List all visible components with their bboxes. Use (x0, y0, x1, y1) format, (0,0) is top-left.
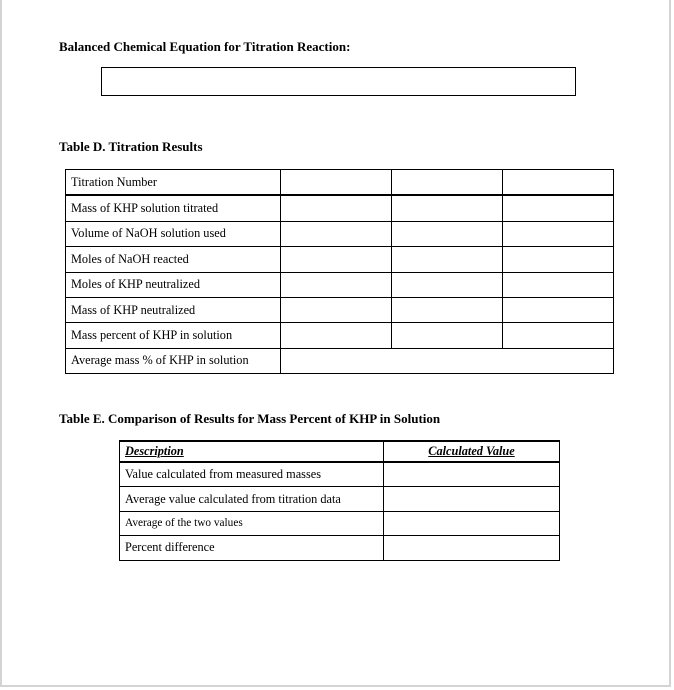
titration-number-label: Titration Number (66, 170, 281, 196)
value-cell[interactable] (503, 323, 614, 348)
table-row (66, 323, 614, 348)
value-cell[interactable] (281, 323, 392, 348)
table-header-row (120, 441, 560, 462)
value-cell[interactable] (392, 323, 503, 348)
table-header-row (66, 170, 614, 196)
titration-number-cell[interactable] (392, 170, 503, 196)
table-row (120, 487, 560, 511)
row-label: Mass of KHP solution titrated (66, 195, 281, 221)
row-label: Volume of NaOH solution used (66, 221, 281, 246)
titration-number-cell[interactable] (503, 170, 614, 196)
value-cell[interactable] (281, 247, 392, 272)
table-row (66, 221, 614, 246)
row-label: Percent difference (120, 536, 384, 560)
value-cell[interactable] (503, 297, 614, 322)
equation-heading: Balanced Chemical Equation for Titration Reaction: (59, 39, 351, 54)
table-row (120, 511, 560, 535)
average-row (66, 348, 614, 373)
value-cell[interactable] (392, 221, 503, 246)
value-cell[interactable] (503, 221, 614, 246)
row-label: Moles of KHP neutralized (66, 272, 281, 297)
table-row (66, 247, 614, 272)
value-cell[interactable] (384, 487, 560, 511)
value-cell[interactable] (503, 247, 614, 272)
row-label: Mass of KHP neutralized (66, 297, 281, 322)
table-e-title: Table E. Comparison of Results for Mass Percent of KHP in Solution (59, 411, 441, 426)
titration-number-cell[interactable] (281, 170, 392, 196)
row-label: Moles of NaOH reacted (66, 247, 281, 272)
equation-input-box[interactable] (101, 67, 576, 96)
average-value-cell[interactable] (281, 348, 614, 373)
value-cell[interactable] (281, 195, 392, 221)
value-cell[interactable] (384, 462, 560, 487)
table-row (66, 272, 614, 297)
value-cell[interactable] (392, 195, 503, 221)
row-label: Mass percent of KHP in solution (66, 323, 281, 348)
value-cell[interactable] (503, 272, 614, 297)
value-cell[interactable] (281, 221, 392, 246)
row-label: Value calculated from measured masses (120, 462, 384, 487)
table-row (66, 195, 614, 221)
value-cell[interactable] (281, 272, 392, 297)
comparison-table (119, 440, 560, 561)
table-d-title: Table D. Titration Results (59, 139, 203, 154)
value-cell[interactable] (384, 511, 560, 535)
value-cell[interactable] (384, 536, 560, 560)
table-row (66, 297, 614, 322)
average-label: Average mass % of KHP in solution (66, 348, 281, 373)
description-header: Description (120, 441, 384, 462)
value-cell[interactable] (392, 272, 503, 297)
table-row (120, 536, 560, 560)
value-cell[interactable] (392, 247, 503, 272)
calculated-value-header: Calculated Value (384, 441, 560, 462)
row-label: Average of the two values (120, 511, 384, 535)
table-row (120, 462, 560, 487)
value-cell[interactable] (281, 297, 392, 322)
value-cell[interactable] (503, 195, 614, 221)
row-label: Average value calculated from titration data (120, 487, 384, 511)
value-cell[interactable] (392, 297, 503, 322)
titration-results-table (65, 169, 614, 374)
